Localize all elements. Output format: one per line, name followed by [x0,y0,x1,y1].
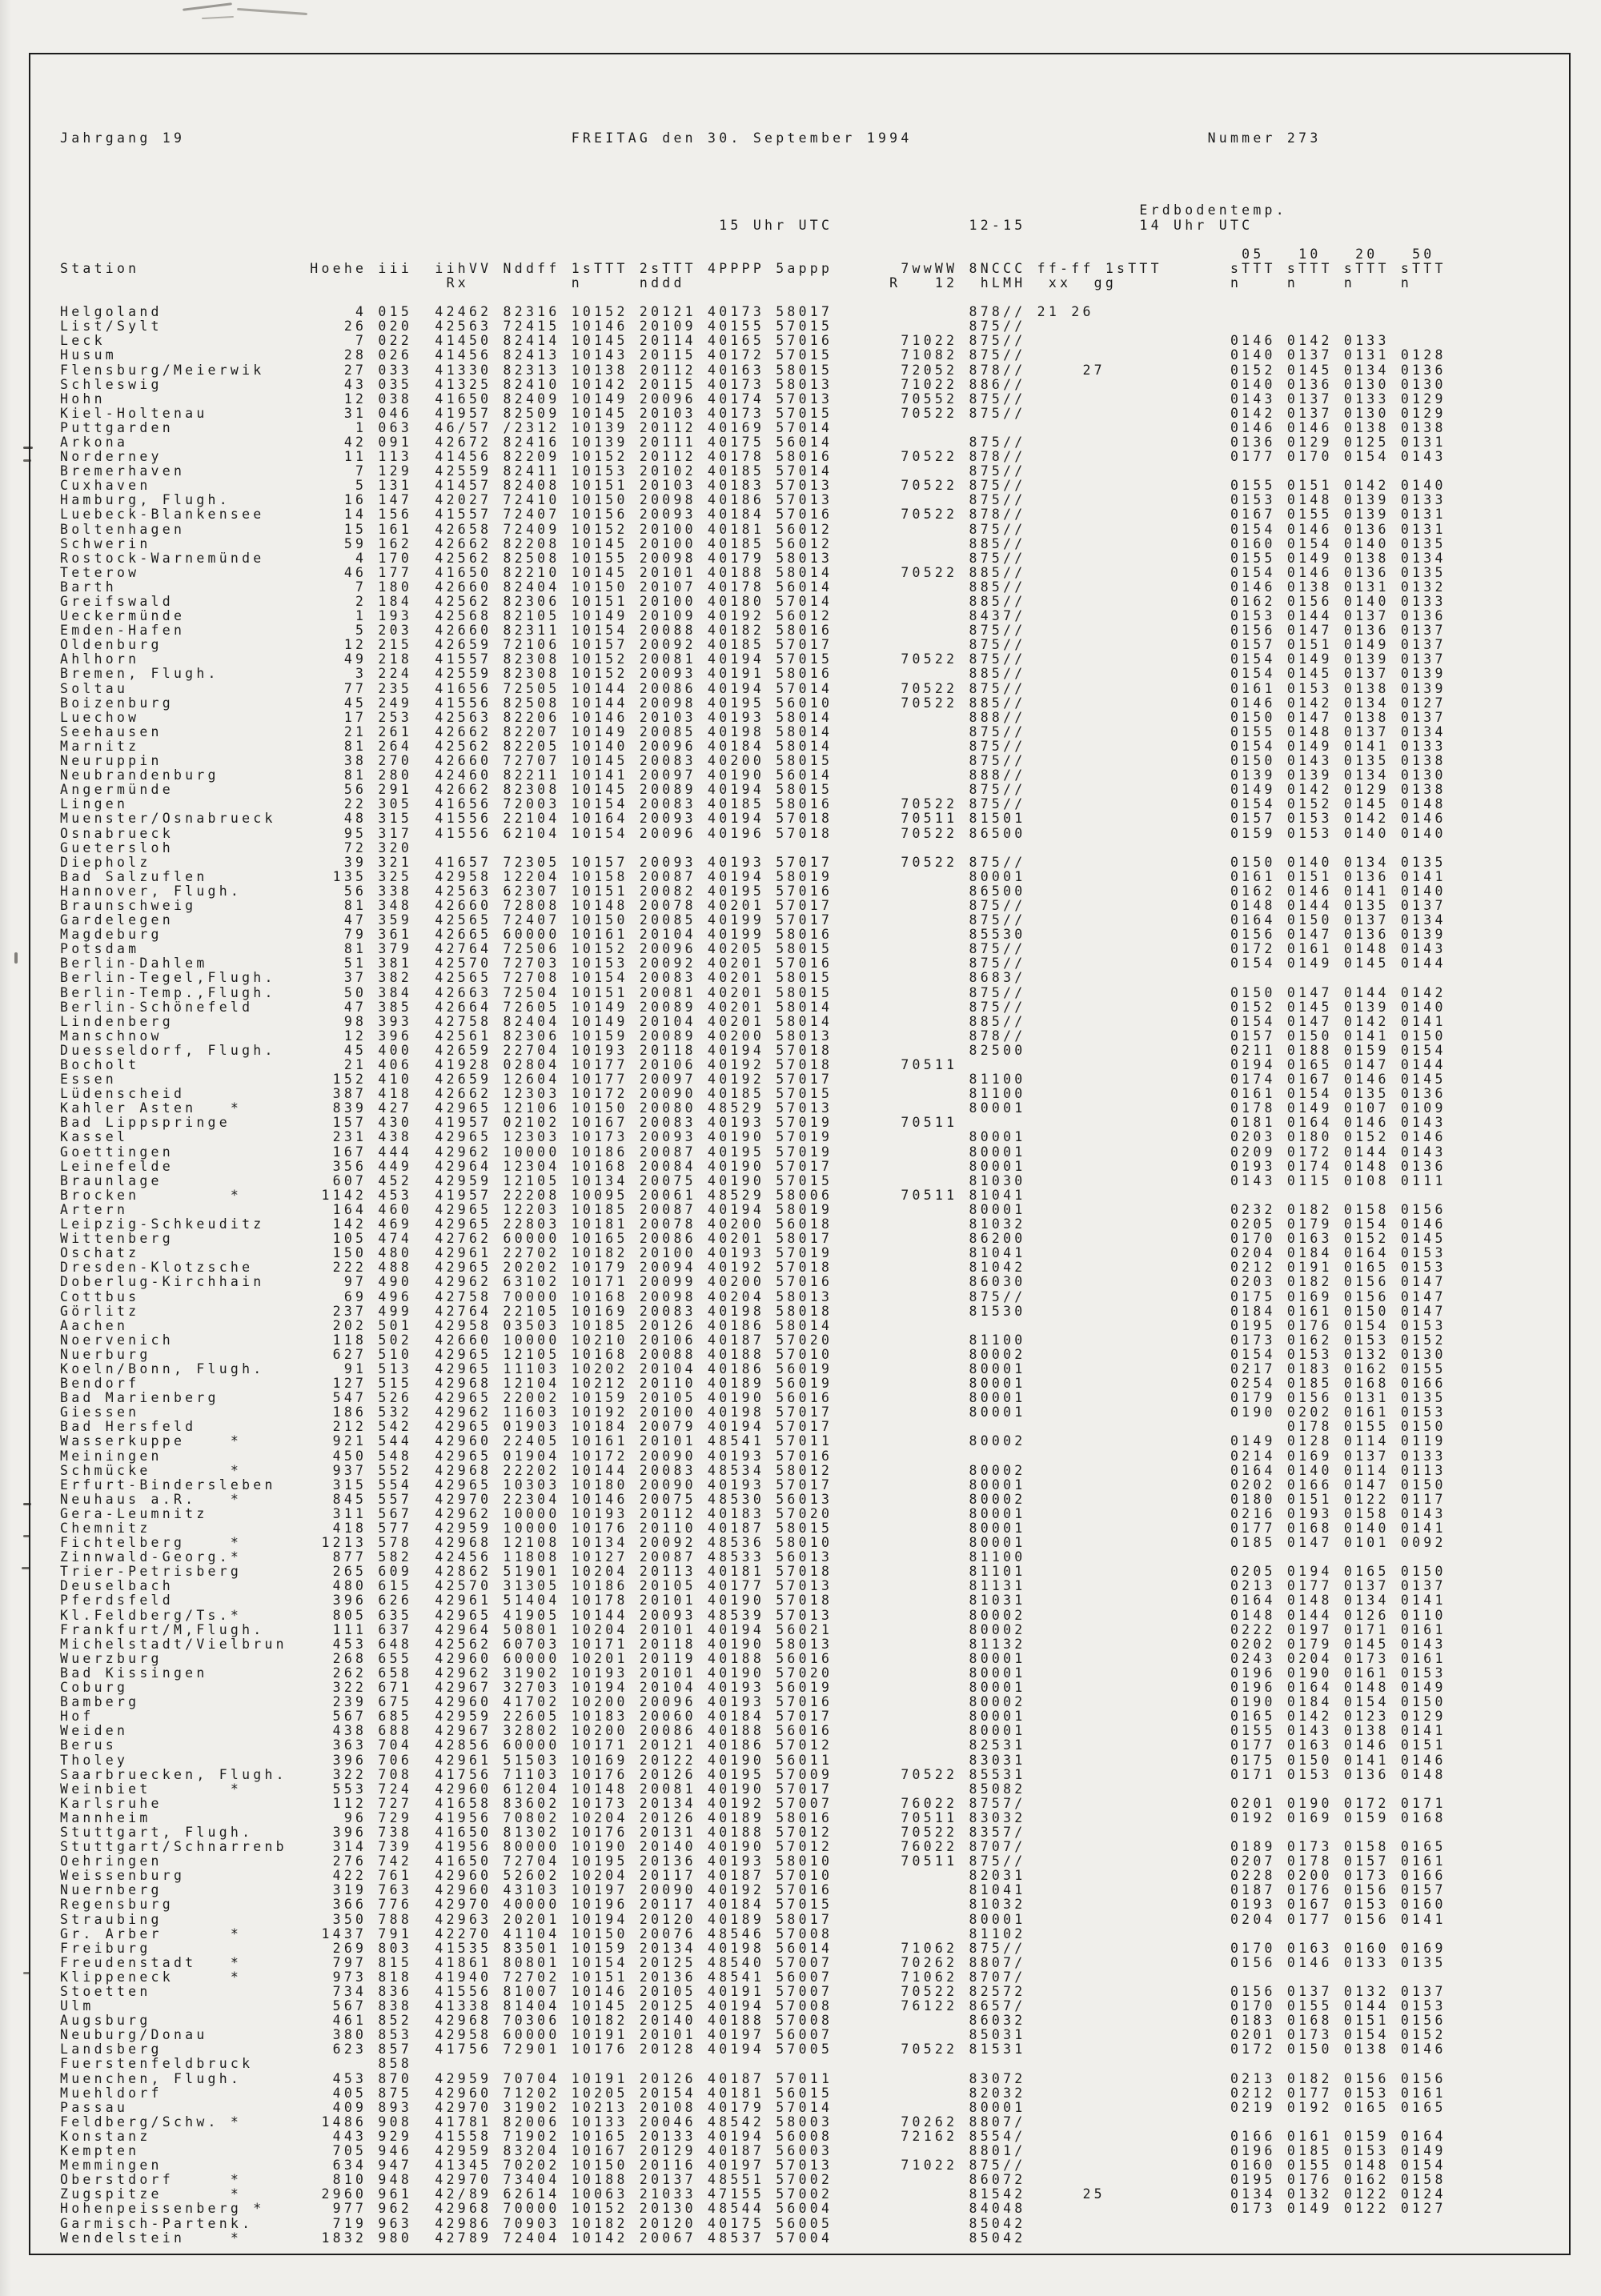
blank-line [60,233,1447,247]
station-row: Schwerin 59 162 42662 82208 10145 20100 40185 56012 885// 0160 0154 0140 0135 [60,535,1447,551]
station-row: Berlin-Dahlem 51 381 42570 72703 10153 20092 40201 57016 875// 0154 0149 0145 0144 [60,956,1447,972]
pencil-mark [237,8,307,15]
station-row: Koeln/Bonn, Flugh. 91 513 42965 11103 10202 20104 40186 56019 80001 0217 0183 0162 0155 [60,1360,1447,1376]
station-row: Muenchen, Flugh. 453 870 42959 70704 10191 20126 40187 57011 83072 0213 0182 0156 0156 [60,2070,1447,2086]
station-row: Angermünde 56 291 42662 82308 10145 20089 40194 58015 875// 0149 0142 0129 0138 [60,782,1447,798]
header-utc-times: 15 Uhr UTC 12-15 14 Uhr UTC [60,217,1254,233]
header-erdbodentemp: Erdbodentemp. [60,202,1287,218]
station-row: Hannover, Flugh. 56 338 42563 62307 10151 20082 40195 57016 86500 0162 0146 0141 0140 [60,883,1447,899]
station-row: Zugspitze * 2960 961 42/89 62614 10063 21033 47155 57002 81542 25 0134 0132 0122 0124 [60,2186,1447,2202]
station-row: Gera-Leumnitz 311 567 42962 10000 10193 20112 40183 57020 80001 0216 0193 0158 0143 [60,1505,1447,1521]
station-row: Oschatz 150 480 42961 22702 10182 20100 40193 57019 81041 0204 0184 0164 0153 [60,1245,1447,1261]
station-row: Meiningen 450 548 42965 01904 10172 20090 40193 57016 0214 0169 0137 0133 [60,1448,1447,1464]
station-row: Schmücke * 937 552 42968 22202 10144 20083 48534 58012 80002 0164 0140 0114 0113 [60,1462,1447,1478]
station-row: Potsdam 81 379 42764 72506 10152 20096 40205 58015 875// 0172 0161 0148 0143 [60,941,1447,957]
station-row: Tholey 396 706 42961 51503 10169 20122 40190 56011 83031 0175 0150 0141 0146 [60,1752,1447,1768]
station-row: Leck 7 022 41450 82414 10145 20114 40165 57016 71022 875// 0146 0142 0133 [60,333,1390,349]
station-row: Boltenhagen 15 161 42658 72409 10152 20100 40181 56012 875// 0154 0146 0136 0131 [60,521,1447,537]
station-row: Goettingen 167 444 42962 10000 10186 20087 40195 57019 80001 0209 0172 0144 0143 [60,1144,1447,1160]
station-row: Dresden-Klotzsche 222 488 42965 20202 10179 20094 40192 57018 81042 0212 0191 0165 0153 [60,1260,1447,1276]
station-row: Chemnitz 418 577 42959 10000 10176 20110 40187 58015 80001 0177 0168 0140 0141 [60,1521,1447,1536]
station-row: Bamberg 239 675 42960 41702 10200 20096 40193 57016 80002 0190 0184 0154 0150 [60,1694,1447,1710]
station-row: Arkona 42 091 42672 82416 10139 20111 40175 56014 875// 0136 0129 0125 0131 [60,434,1447,450]
station-row: Bad Kissingen 262 658 42962 31902 10193 20101 40190 57020 80001 0196 0190 0161 0153 [60,1665,1447,1681]
station-row: Gr. Arber * 1437 791 42270 41104 10150 20076 48546 57008 81102 [60,1925,1026,1941]
station-row: Saarbruecken, Flugh. 322 708 41756 71103 10176 20126 40195 57009 70522 85531 0171 0153 0136 0148 [60,1766,1447,1782]
station-row: Augsburg 461 852 42968 70306 10182 20140 40188 57008 86032 0183 0168 0151 0156 [60,2013,1447,2029]
station-row: Passau 409 893 42970 31902 10213 20108 40179 57014 80001 0219 0192 0165 0165 [60,2099,1447,2115]
station-row: Berlin-Tegel,Flugh. 37 382 42565 72708 10154 20083 40201 58015 8683/ [60,970,1026,986]
station-row: Lingen 22 305 41656 72003 10154 20083 40185 58016 70522 875// 0154 0152 0145 0148 [60,796,1447,812]
station-row: Barth 7 180 42660 82404 10150 20107 40178 56014 885// 0146 0138 0131 0132 [60,579,1447,595]
station-row: Leinefelde 356 449 42964 12304 10168 20084 40190 57017 80001 0193 0174 0148 0136 [60,1158,1447,1174]
station-row: Stuttgart, Flugh. 396 738 41650 81302 10176 20131 40188 57012 70522 8357/ [60,1824,1026,1840]
scan-artifact [14,952,18,964]
station-row: Bad Lippspringe 157 430 41957 02102 10167 20083 40193 57019 70511 0181 0164 0146 0143 [60,1115,1447,1131]
station-row: Zinnwald-Georg.* 877 582 42456 11808 10127 20087 48533 56013 81100 [60,1549,1026,1565]
station-row: Boizenburg 45 249 41556 82508 10144 20098 40195 56010 70522 885// 0146 0142 0134 0127 [60,695,1447,711]
station-row: Magdeburg 79 361 42665 60000 10161 20104 40199 58016 85530 0156 0147 0136 0139 [60,927,1447,943]
station-row: Fichtelberg * 1213 578 42968 12108 10134 20092 48536 58010 80001 0185 0147 0101 0092 [60,1535,1447,1551]
station-row: Landsberg 623 857 41756 72901 10176 20128 40194 57005 70522 81531 0172 0150 0138 0146 [60,2042,1447,2058]
station-row: Flensburg/Meierwik 27 033 41330 82313 10138 20112 40163 58015 72052 878// 27 0152 0145 0134 0136 [60,362,1447,378]
station-row: Schleswig 43 035 41325 82410 10142 20115 40173 58013 71022 886// 0140 0136 0130 0130 [60,376,1447,392]
station-row: Gardelegen 47 359 42565 72407 10150 20085 40199 57017 875// 0164 0150 0137 0134 [60,912,1447,928]
station-row: Norderney 11 113 41456 82209 10152 20112 40178 58016 70522 878// 0177 0170 0154 0143 [60,449,1447,465]
station-row: Giessen 186 532 42962 11603 10192 20100 40198 57017 80001 0190 0202 0161 0153 [60,1404,1447,1420]
scan-edge-shade [0,0,11,2296]
station-row: Luechow 17 253 42563 82206 10146 20103 40193 58014 888// 0150 0147 0138 0137 [60,709,1447,725]
station-row: Bendorf 127 515 42968 12104 10212 20110 40189 56019 80001 0254 0185 0168 0166 [60,1376,1447,1392]
station-row: Straubing 350 788 42963 20201 10194 20120 40189 58017 80001 0204 0177 0156 0141 [60,1911,1447,1927]
station-row: Bremen, Flugh. 3 224 42559 82308 10152 20093 40191 58016 885// 0154 0145 0137 0139 [60,666,1447,682]
station-row: Guetersloh 72 320 [60,839,413,855]
station-row: Weiden 438 688 42967 32802 10200 20086 40188 56016 80001 0155 0143 0138 0141 [60,1723,1447,1739]
station-row: Bad Salzuflen 135 325 42958 12204 10158 20087 40194 58019 80001 0161 0151 0136 0141 [60,868,1447,884]
station-row: Neuruppin 38 270 42660 72707 10145 20083 40200 58015 875// 0150 0143 0135 0138 [60,753,1447,769]
station-row: Lüdenscheid 387 418 42662 12303 10172 20090 40185 57015 81100 0161 0154 0135 0136 [60,1086,1447,1102]
station-row: Puttgarden 1 063 46/57 /2312 10139 20112 40169 57014 0146 0146 0138 0138 [60,419,1447,435]
station-row: Trier-Petrisberg 265 609 42862 51901 10204 20113 40181 57018 81101 0205 0194 0165 0150 [60,1564,1447,1580]
station-row: Bad Marienberg 547 526 42965 22002 10159 20105 40190 56016 80001 0179 0156 0131 0135 [60,1390,1447,1406]
station-row: Kl.Feldberg/Ts.* 805 635 42965 41905 10144 20093 48539 57013 80002 0148 0144 0126 0110 [60,1607,1447,1623]
station-row: Wasserkuppe * 921 544 42960 22405 10161 20101 48541 57011 80002 0149 0128 0114 0119 [60,1433,1447,1449]
station-row: Braunlage 607 452 42959 12105 10134 20075 40190 57015 81030 0143 0115 0108 0111 [60,1172,1447,1188]
station-row: Greifswald 2 184 42562 82306 10151 20100 40180 57014 885// 0162 0156 0140 0133 [60,594,1447,609]
station-row: Manschnow 12 396 42561 82306 10159 20089 40200 58013 878// 0157 0150 0141 0150 [60,1028,1447,1044]
station-row: Aachen 202 501 42958 03503 10185 20126 40186 58014 0195 0176 0154 0153 [60,1317,1447,1333]
station-row: Regensburg 366 776 42970 40000 10196 20117 40184 57015 81032 0193 0167 0153 0160 [60,1897,1447,1913]
station-row: Berus 363 704 42856 60000 10171 20121 40186 57012 82531 0177 0163 0146 0151 [60,1737,1447,1753]
station-row: Fuerstenfeldbruck 858 [60,2056,413,2072]
station-row: Wittenberg 105 474 42762 60000 10165 20086 40201 58017 86200 0170 0163 0152 0145 [60,1231,1447,1247]
station-row: Stuttgart/Schnarrenb 314 739 41956 80000 10190 20140 40190 57012 76022 8707/ 0189 0173 0158 0165 [60,1839,1447,1855]
station-row: Hamburg, Flugh. 16 147 42027 72410 10150 20098 40186 57013 875// 0153 0148 0139 0133 [60,492,1447,508]
station-row: Konstanz 443 929 41558 71902 10165 20133 40194 56008 72162 8554/ 0166 0161 0159 0164 [60,2128,1447,2144]
station-row: Braunschweig 81 348 42660 72808 10148 20078 40201 57017 875// 0148 0144 0135 0137 [60,897,1447,913]
station-row: Bocholt 21 406 41928 02804 10177 20106 40192 57018 70511 0194 0165 0147 0144 [60,1057,1447,1072]
station-row: Ulm 567 838 41338 81404 10145 20125 40194 57008 76122 8657/ 0170 0155 0144 0153 [60,1998,1447,2014]
station-row: Cottbus 69 496 42758 70000 10168 20098 40204 58013 875// 0175 0169 0156 0147 [60,1288,1447,1304]
station-row: Rostock-Warnemünde 4 170 42562 82508 10155 20098 40179 58013 875// 0155 0149 0138 0134 [60,550,1447,566]
station-row: Bad Hersfeld 212 542 42965 01903 10184 20079 40194 57017 0178 0155 0150 [60,1419,1447,1435]
station-row: List/Sylt 26 020 42563 72415 10146 20109 40155 57015 875// [60,319,1026,335]
station-row: Ahlhorn 49 218 41557 82308 10152 20081 40194 57015 70522 875// 0154 0149 0139 0137 [60,651,1447,667]
blank-line [60,146,1447,160]
blank-line [60,291,1447,305]
station-row: Nuerburg 627 510 42965 12105 10168 20088 40188 57010 80002 0154 0153 0132 0130 [60,1346,1447,1362]
station-row: Helgoland 4 015 42462 82316 10152 20121 40173 58017 878// 21 26 [60,304,1094,320]
header-depths: 05 10 20 50 [60,246,1435,262]
station-row: Frankfurt/M,Flugh. 111 637 42964 50801 10204 20101 40194 56021 80002 0222 0197 0171 0161 [60,1621,1447,1637]
station-row: Mannheim 96 729 41956 70802 10204 20126 40189 58016 70511 83032 0192 0169 0159 0168 [60,1809,1447,1825]
station-row: Duesseldorf, Flugh. 45 400 42659 22704 10193 20118 40194 57018 82500 0211 0188 0159 0154 [60,1042,1447,1058]
station-row: Luebeck-Blankensee 14 156 41557 72407 10156 20093 40184 57016 70522 878// 0167 0155 0139 0131 [60,507,1447,523]
station-row: Noervenich 118 502 42660 10000 10210 20106 40187 57020 81100 0173 0162 0153 0152 [60,1332,1447,1348]
station-row: Pferdsfeld 396 626 42961 51404 10178 20101 40190 57018 81031 0164 0148 0134 0141 [60,1593,1447,1609]
station-row: Muehldorf 405 875 42960 71202 10205 20154 40181 56015 82032 0212 0177 0153 0161 [60,2085,1447,2101]
station-row: Oberstdorf * 810 948 42970 73404 10188 20137 48551 57002 86072 0195 0176 0162 0158 [60,2172,1447,2188]
station-row: Oldenburg 12 215 42659 72106 10157 20092 40185 57017 875// 0157 0151 0149 0137 [60,637,1447,653]
station-row: Nuernberg 319 763 42960 43103 10197 20090 40192 57016 81041 0187 0176 0156 0157 [60,1882,1447,1898]
blank-line [60,160,1447,174]
column-header-line-1: Station Hoehe iii iihVV Nddff 1sTTT 2sTTT 4PPPP 5appp 7wwWW 8NCCC ff-ff 1sTTT sTTT sTTT sTTT sTTT [60,260,1447,276]
station-row: Doberlug-Kirchhain 97 490 42962 63102 10171 20099 40200 57016 86030 0203 0182 0156 0147 [60,1274,1447,1290]
station-row: Neuhaus a.R. * 845 557 42970 22304 10146 20075 48530 56013 80002 0180 0151 0122 0117 [60,1491,1447,1507]
pencil-mark [183,2,232,11]
station-row: Klippeneck * 973 818 41940 72702 10151 20136 48541 56007 71062 8707/ [60,1969,1026,1985]
station-row: Soltau 77 235 41656 72505 10144 20086 40194 57014 70522 875// 0161 0153 0138 0139 [60,680,1447,696]
station-row: Kahler Asten * 839 427 42965 12106 10150 20080 48529 57013 80001 0178 0149 0107 0109 [60,1100,1447,1116]
station-row: Seehausen 21 261 42662 82207 10149 20085 40198 58014 875// 0155 0148 0137 0134 [60,723,1447,739]
station-row: Marnitz 81 264 42562 82205 10140 20096 40184 58014 875// 0154 0149 0141 0133 [60,738,1447,754]
station-row: Lindenberg 98 393 42758 82404 10149 20104 40201 58014 885// 0154 0147 0142 0141 [60,1013,1447,1029]
station-row: Weissenburg 422 761 42960 52602 10204 20117 40187 57010 82031 0228 0200 0173 0166 [60,1868,1447,1884]
station-row: Essen 152 410 42659 12604 10177 20097 40192 57017 81100 0174 0167 0146 0145 [60,1072,1447,1088]
station-row: Karlsruhe 112 727 41658 83602 10173 20134 40192 57007 76022 8757/ 0201 0190 0172 0171 [60,1795,1447,1811]
station-row: Husum 28 026 41456 82413 10143 20115 40172 57015 71082 875// 0140 0137 0131 0128 [60,347,1447,363]
station-row: Bremerhaven 7 129 42559 82411 10153 20102 40185 57014 875// [60,463,1026,479]
station-row: Berlin-Schönefeld 47 385 42664 72605 10149 20089 40201 58014 875// 0152 0145 0139 0140 [60,999,1447,1015]
blank-line [60,174,1447,189]
station-row: Erfurt-Bindersleben 315 554 42965 10303 10180 20090 40193 57017 80001 0202 0166 0147 0150 [60,1477,1447,1493]
station-row: Muenster/Osnabrueck 48 315 41556 22104 10164 20093 40194 57018 70511 81501 0157 0153 0142 0146 [60,811,1447,827]
station-row: Feldberg/Schw. * 1486 908 41781 82006 10133 20046 48542 58003 70262 8807/ [60,2114,1026,2130]
station-row: Memmingen 634 947 41345 70202 10150 20116 40197 57013 71022 875// 0160 0155 0148 0154 [60,2158,1447,2174]
station-row: Coburg 322 671 42967 32703 10194 20104 40193 56019 80001 0196 0164 0148 0149 [60,1680,1447,1696]
station-row: Leipzig-Schkeuditz 142 469 42965 22803 10181 20078 40200 56018 81032 0205 0179 0154 0146 [60,1216,1447,1232]
station-row: Hof 567 685 42959 22605 10183 20060 40184 57017 80001 0165 0142 0123 0129 [60,1709,1447,1725]
station-row: Cuxhaven 5 131 41457 82408 10151 20103 40183 57013 70522 875// 0155 0151 0142 0140 [60,478,1447,494]
station-row: Oehringen 276 742 41650 72704 10195 20136 40193 58010 70511 875// 0207 0178 0157 0161 [60,1853,1447,1869]
station-row: Kiel-Holtenau 31 046 41957 82509 10145 20103 40173 57015 70522 875// 0142 0137 0130 0129 [60,405,1447,421]
station-row: Görlitz 237 499 42764 22105 10169 20083 40198 58018 81530 0184 0161 0150 0147 [60,1303,1447,1319]
station-row: Freudenstadt * 797 815 41861 80801 10154 20125 48540 57007 70262 8807/ 0156 0146 0133 0135 [60,1954,1447,1970]
station-row: Osnabrueck 95 317 41556 62104 10154 20096 40196 57018 70522 86500 0159 0153 0140 0140 [60,825,1447,841]
station-row: Stoetten 734 836 41556 81007 10146 20105 40191 57007 70522 82572 0156 0137 0132 0137 [60,1984,1447,1999]
station-row: Artern 164 460 42965 12203 10185 20087 40194 58019 80001 0232 0182 0158 0156 [60,1201,1447,1217]
column-header-line-2: Rx n nddd R 12 hLMH xx gg n n n n [60,274,1413,291]
station-row: Brocken * 1142 453 41957 22208 10095 20061 48529 58006 70511 81041 [60,1187,1026,1203]
masthead-line: Jahrgang 19 FREITAG den 30. September 1994 Nummer 273 [60,130,1322,146]
station-row: Emden-Hafen 5 203 42660 82311 10154 20088 40182 58016 875// 0156 0147 0136 0137 [60,623,1447,639]
station-row: Hohenpeissenberg * 977 962 42968 70000 10152 20130 48544 56004 84048 0173 0149 0122 0127 [60,2201,1447,2217]
station-row: Garmisch-Partenk. 719 963 42986 70903 10182 20120 40175 56005 85042 [60,2215,1026,2231]
station-row: Neuburg/Donau 380 853 42958 60000 10191 20101 40197 56007 85031 0201 0173 0154 0152 [60,2027,1447,2043]
station-row: Michelstadt/Vielbrun 453 648 42562 60703 10171 20118 40190 58013 81132 0202 0179 0145 0143 [60,1636,1447,1652]
station-row: Berlin-Temp.,Flugh. 50 384 42663 72504 10151 20081 40201 58015 875// 0150 0147 0144 0142 [60,984,1447,1000]
blank-line [60,189,1447,203]
station-row: Kassel 231 438 42965 12303 10173 20093 40190 57019 80001 0203 0180 0152 0146 [60,1129,1447,1145]
pencil-mark [202,16,234,19]
station-row: Kempten 705 946 42959 83204 10167 20129 40187 56003 8801/ 0196 0185 0153 0149 [60,2143,1447,2159]
station-row: Weinbiet * 553 724 42960 61204 10148 20081 40190 57017 85082 [60,1781,1026,1797]
weather-observation-table [60,131,1447,2246]
station-row: Teterow 46 177 41650 82210 10145 20101 40188 58014 70522 885// 0154 0146 0136 0135 [60,564,1447,580]
station-row: Freiburg 269 803 41535 83501 10159 20134 40198 56014 71062 875// 0170 0163 0160 0169 [60,1940,1447,1956]
station-row: Hohn 12 038 41650 82409 10149 20096 40174 57013 70552 875// 0143 0137 0133 0129 [60,391,1447,407]
station-row: Neubrandenburg 81 280 42460 82211 10141 20097 40190 56014 888// 0139 0139 0134 0130 [60,767,1447,783]
station-row: Wendelstein * 1832 980 42789 72404 10142 20067 48537 57004 85042 [60,2230,1026,2246]
station-row: Wuerzburg 268 655 42960 60000 10201 20119 40188 56016 80001 0243 0204 0173 0161 [60,1650,1447,1666]
station-row: Deuselbach 480 615 42570 31305 10186 20105 40177 57013 81131 0213 0177 0137 0137 [60,1578,1447,1594]
station-row: Ueckermünde 1 193 42568 82105 10149 20109 40192 56012 8437/ 0153 0144 0137 0136 [60,608,1447,624]
station-row: Diepholz 39 321 41657 72305 10157 20093 40193 57017 70522 875// 0150 0140 0134 0135 [60,854,1447,870]
